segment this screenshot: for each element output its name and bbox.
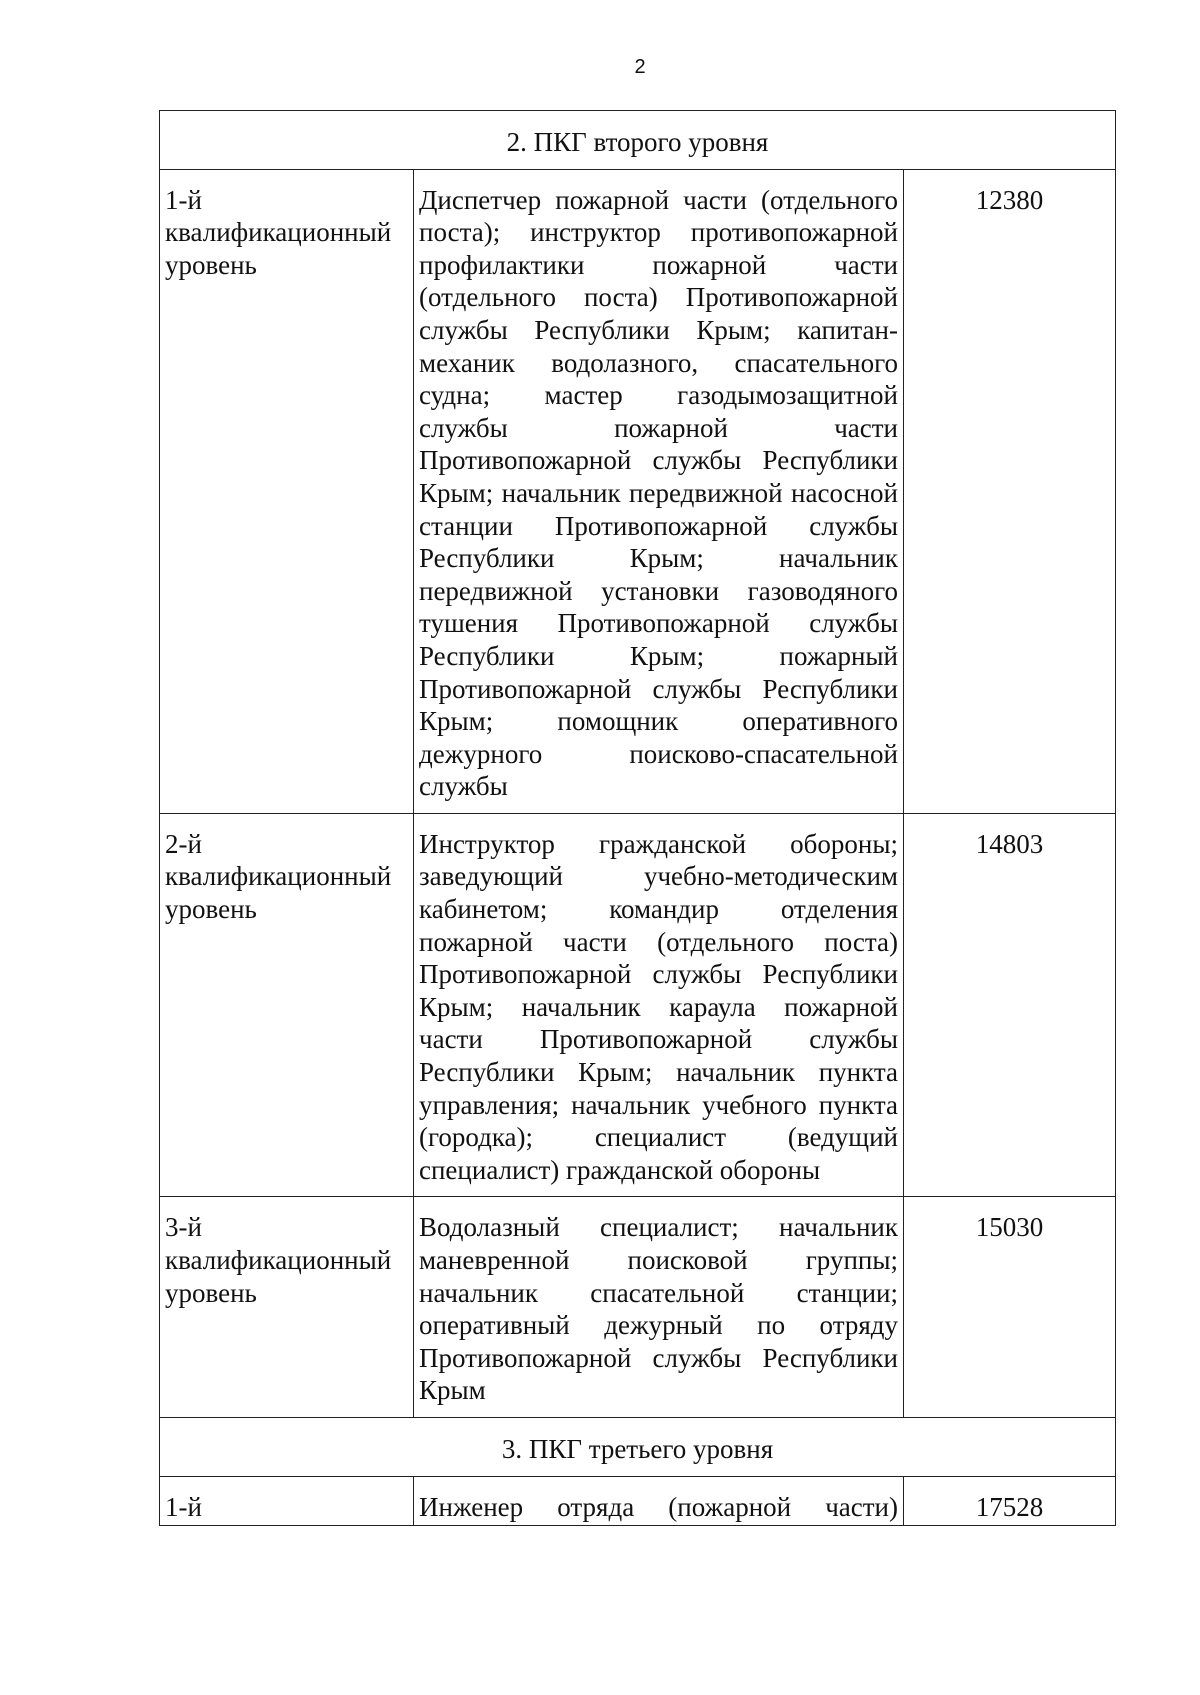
level-word: квалификационный xyxy=(165,1245,392,1275)
table-row xyxy=(160,1197,1116,1418)
section-header-row xyxy=(160,111,1116,170)
table-row xyxy=(160,813,1116,1197)
salary-table xyxy=(159,110,1116,1526)
section-title: 3. ПКГ третьего уровня xyxy=(160,1417,1116,1476)
level-word: квалификационный xyxy=(165,217,392,248)
level-number: 3-й xyxy=(165,1212,202,1243)
salary-value: 14803 xyxy=(904,813,1116,1197)
section-header-row xyxy=(160,1417,1116,1476)
position-list: Инструктор гражданской обороны; заведующий учебно-методическим кабинетом; командир отделения пожарной части (отдельного поста) Противопожарной службы Республики Крым; начальник караула пожарной части Противопожарной службы Республики Крым; начальник пункта управления; начальник учебного пункта (городка); специалист (ведущий специалист) гражданской обороны xyxy=(414,813,904,1197)
qualification-level xyxy=(160,1476,414,1525)
qualification-level xyxy=(160,1197,414,1418)
salary-value: 15030 xyxy=(904,1197,1116,1418)
level-suffix: уровень xyxy=(165,249,257,280)
page-number: 2 xyxy=(634,56,646,78)
level-number: 1-й xyxy=(165,1491,202,1522)
salary-value: 12380 xyxy=(904,169,1116,813)
salary-value: 17528 xyxy=(904,1476,1116,1525)
level-number: 2-й xyxy=(165,828,202,859)
position-list: Водолазный специалист; начальник маневренной поисковой группы; начальник спасательной станции; оперативный дежурный по отряду Противопожарной службы Республики Крым xyxy=(414,1197,904,1418)
level-suffix: уровень xyxy=(165,1277,257,1308)
position-list: Инженер отряда (пожарной части) xyxy=(414,1476,904,1525)
table-row xyxy=(160,1476,1116,1525)
level-word: квалификационный xyxy=(165,861,392,892)
qualification-level xyxy=(160,169,414,813)
section-title: 2. ПКГ второго уровня xyxy=(160,111,1116,170)
level-suffix: уровень xyxy=(165,894,257,925)
position-list: Диспетчер пожарной части (отдельного поста); инструктор противопожарной профилактики пожарной части (отдельного поста) Противопожарной службы Республики Крым; капитан-механик водолазного, спасательного судна; мастер газодымозащитной службы пожарной части Противопожарной службы Республики Крым; начальник передвижной насосной станции Противопожарной службы Республики Крым; начальник передвижной установки газоводяного тушения Противопожарной службы Республики Крым; пожарный Противопожарной службы Республики Крым; помощник оперативного дежурного поисково-спасательной службы xyxy=(414,169,904,813)
table-row xyxy=(160,169,1116,813)
qualification-level xyxy=(160,813,414,1197)
level-number: 1-й xyxy=(165,184,202,215)
